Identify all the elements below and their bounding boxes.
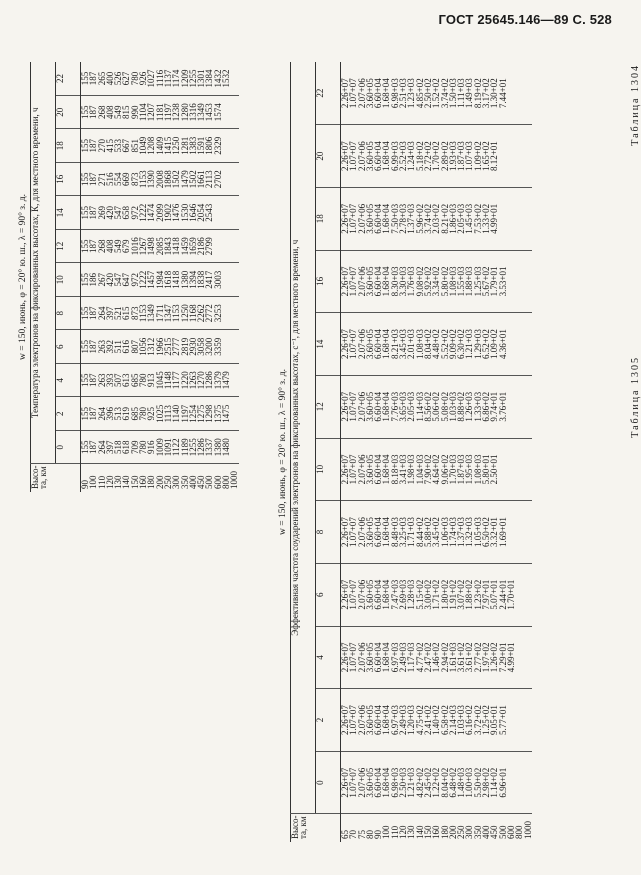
time-header: 2	[56, 397, 81, 431]
time-header: 10	[316, 438, 341, 501]
data-column: 2.26+07 1.07+07 2.07+06 3.60+05 6.60+04 1.68+04 8.21+03 3.45+03 2.01+03 1.08+03 8.04+02 4.48+02 5.52+02 9.09+02 6.30+02 1.21+03 1.29+03 6.52+02 1.09+02 4.36+01	[341, 313, 532, 376]
table-1305-subtitle: Эффективная частота соударений электронов на фиксированных высотах, с⁻¹, для местного времени, ч	[291, 62, 316, 814]
time-header: 4	[316, 626, 341, 689]
time-header: 20	[316, 125, 341, 188]
time-header: 4	[56, 364, 81, 398]
data-column: 155 187 269 420 547 658 972 1222 1474 2099 1902 1476 1530 1646 2054 2543	[81, 196, 239, 230]
table-1305-title: w = 150, июнь, φ = 20° ю. ш., λ = 90° з. д.	[278, 369, 288, 535]
height-column: 65 70 75 80 90 100 110 120 130 140 150 160 180 200 250 300 350 400 450 500 600 800 1000	[341, 814, 532, 842]
data-column: 155 187 270 415 533 667 851 1049 1208 1409 1415 1250 1281 1383 1591 1806 2329	[81, 129, 239, 163]
time-header: 16	[56, 163, 81, 197]
time-header: 0	[316, 751, 341, 814]
time-header: 18	[56, 129, 81, 163]
data-column: 155 187 263 393 507 613 685 780 913 1045 1148 1177 1220 1263 1270 1286 1379 1479	[81, 364, 239, 398]
table-1305-label: Таблица 1305	[630, 356, 641, 438]
time-header: 16	[316, 250, 341, 313]
time-header: 18	[316, 187, 341, 250]
table-1305	[278, 62, 532, 842]
data-column: 155 187 271 516 554 669 873 1153 1390 2008 1868 1502 1479 1502 1661 2113 2702	[81, 163, 239, 197]
time-header: 6	[56, 330, 81, 364]
data-column: 2.26+07 1.07+07 2.07+06 3.60+05 6.60+04 1.68+04 7.76+03 3.65+03 2.05+03 1.14+03 8.56+02 5.06+02 5.08+02 1.03+03 8.88+02 1.26+03 1.33+03 6.86+02 9.74+01 3.76+01	[341, 375, 532, 438]
data-column: 155 187 265 400 526 627 780 926 1027 1116 1137 1174 1209 1255 1301 1384 1432 1532	[81, 62, 239, 96]
height-header: Высо- та, км	[291, 814, 341, 842]
data-column: 155 187 263 392 511 616 807 1056 1312 1966 2515 2777 2819 2930 3058 3200 3359	[81, 330, 239, 364]
page-header: ГОСТ 25645.146—89 С. 528	[438, 12, 612, 27]
height-header: Высо- та, км	[31, 464, 81, 492]
data-column: 155 187 264 396 513 619 685 780 925 1025 1113 1140 1197 1254 1275 1298 1375 1475	[81, 397, 239, 431]
data-column: 155 187 268 408 549 679 1016 1267 1498 2085 1843 1418 1459 1659 2186 2799	[81, 230, 239, 264]
time-header: 22	[56, 62, 81, 96]
table-1304-label: Таблица 1304	[630, 64, 641, 146]
data-column: 155 187 264 397 521 615 873 1153 1349 1711 1347 1153 1250 1168 2262 2772 3253	[81, 297, 239, 331]
table-1304	[18, 62, 239, 492]
time-header: 6	[316, 563, 341, 626]
time-header: 10	[56, 263, 81, 297]
time-header: 2	[316, 689, 341, 752]
data-column: 2.26+07 1.07+07 2.07+06 3.60+05 6.60+04 1.68+04 6.97+03 2.49+03 1.17+03 4.77+02 2.47+02 1.46+02 2.94+02 1.61+03 3.61+02 3.61+02 2.77+02 1.97+02 1.26+02 7.29+01 4.99+01	[341, 626, 532, 689]
time-header: 0	[56, 431, 81, 465]
table-1304-subtitle: Температура электронов на фиксированных высотах, К, для местного времени, ч	[31, 62, 56, 464]
data-column: 2.26+07 1.07+07 2.07+06 3.60+05 6.60+04 1.68+04 6.98+03 2.51+03 1.23+03 4.85+02 2.50+02 1.52+02 3.74+02 1.50+03 1.11+03 1.49+03 8.19+02 3.17+02 1.30+02 7.44+01	[341, 62, 532, 125]
time-header: 14	[316, 313, 341, 376]
data-column: 2.26+07 1.07+07 2.07+06 3.60+05 6.60+04 1.68+04 8.18+03 3.41+03 1.98+03 1.04+03 7.90+02 4.64+02 9.06+02 1.70+03 1.87+03 1.95+03 1.08+03 5.80+01 2.50+01	[341, 438, 532, 501]
data-column: 2.26+07 1.07+07 2.07+06 3.60+05 6.60+04 1.68+04 7.47+03 2.69+03 1.28+03 5.15+02 3.00+02 1.71+02 1.80+02 1.91+02 3.07+02 1.88+02 1.23+02 7.97+01 5.07+01 2.44+01 1.70+01	[341, 563, 532, 626]
height-column: 90 100 110 120 130 140 150 160 180 200 250 300 350 400 450 500 600 800 1000	[81, 464, 239, 492]
data-column: 2.26+07 1.07+07 2.07+06 3.60+05 6.60+04 1.68+04 8.30+03 3.30+03 1.76+03 9.08+02 5.92+02 3.34+02 5.80+02 1.08+03 1.55+03 1.88+03 1.25+03 5.67+02 1.79+01 3.53+01	[341, 250, 532, 313]
table-1304-title: w = 150, июнь, φ = 20° ю. ш., λ = 90° з. д.	[18, 194, 28, 360]
data-column: 155 186 267 420 547 647 972 1222 1457 1984 1618 1418 1380 1394 1838 2417 3003	[81, 263, 239, 297]
time-header: 8	[316, 501, 341, 564]
time-header: 14	[56, 196, 81, 230]
data-column: 2.26+07 1.07+07 2.07+06 3.60+05 6.60+04 1.68+04 6.98+03 2.50+03 1.21+03 4.82+02 2.45+02 1.22+02 8.04+02 6.48+02 1.48+03 1.00+03 5.50+02 2.98+02 1.14+02 6.96+01	[340, 767, 508, 798]
time-header: 22	[316, 62, 341, 125]
time-header: 8	[56, 297, 81, 331]
data-column: 2.26+07 1.07+07 2.07+06 3.60+05 6.60+04 1.68+04 7.50+03 2.78+03 1.37+03 5.96+02 3.74+02 2.03+02 8.21+02 1.86+03 2.05+03 1.45+03 7.53+02 1.33+02 4.99+01	[341, 187, 532, 250]
data-column: 2.26+07 1.07+07 2.07+06 3.60+05 6.60+04 1.68+04 8.48+03 3.25+03 1.71+03 8.44+02 5.88+02 3.45+02 1.06+03 1.74+03 1.37+03 1.32+03 1.05+03 6.50+02 3.32+01 1.69+01	[341, 501, 532, 564]
time-header: 12	[316, 375, 341, 438]
time-header: 20	[56, 96, 81, 130]
data-column: 2.26+07 1.07+07 2.07+06 3.60+05 6.60+04 1.68+04 6.99+03 2.52+03 1.24+03 5.18+02 2.72+02 1.70+02 2.89+02 1.93+03 1.87+03 1.07+03 1.09+02 1.65+02 8.12+01	[341, 125, 532, 188]
data-column: 155 187 264 397 518 618 709 780 916 1009 1091 1122 1189 1255 1286 1337 1380 1480	[80, 438, 232, 457]
data-column: 155 187 268 408 549 815 990 1104 1207 1181 1197 1238 1280 1316 1349 1453 1574	[81, 96, 239, 130]
data-column: 2.26+07 1.07+07 2.07+06 3.60+05 6.60+04 1.68+04 6.97+03 2.49+03 1.20+03 4.75+02 2.41+02 1.40+02 6.58+02 2.14+03 1.03+03 6.16+02 3.72+02 1.25+02 9.05+01 5.77+01	[341, 689, 532, 752]
time-header: 12	[56, 230, 81, 264]
